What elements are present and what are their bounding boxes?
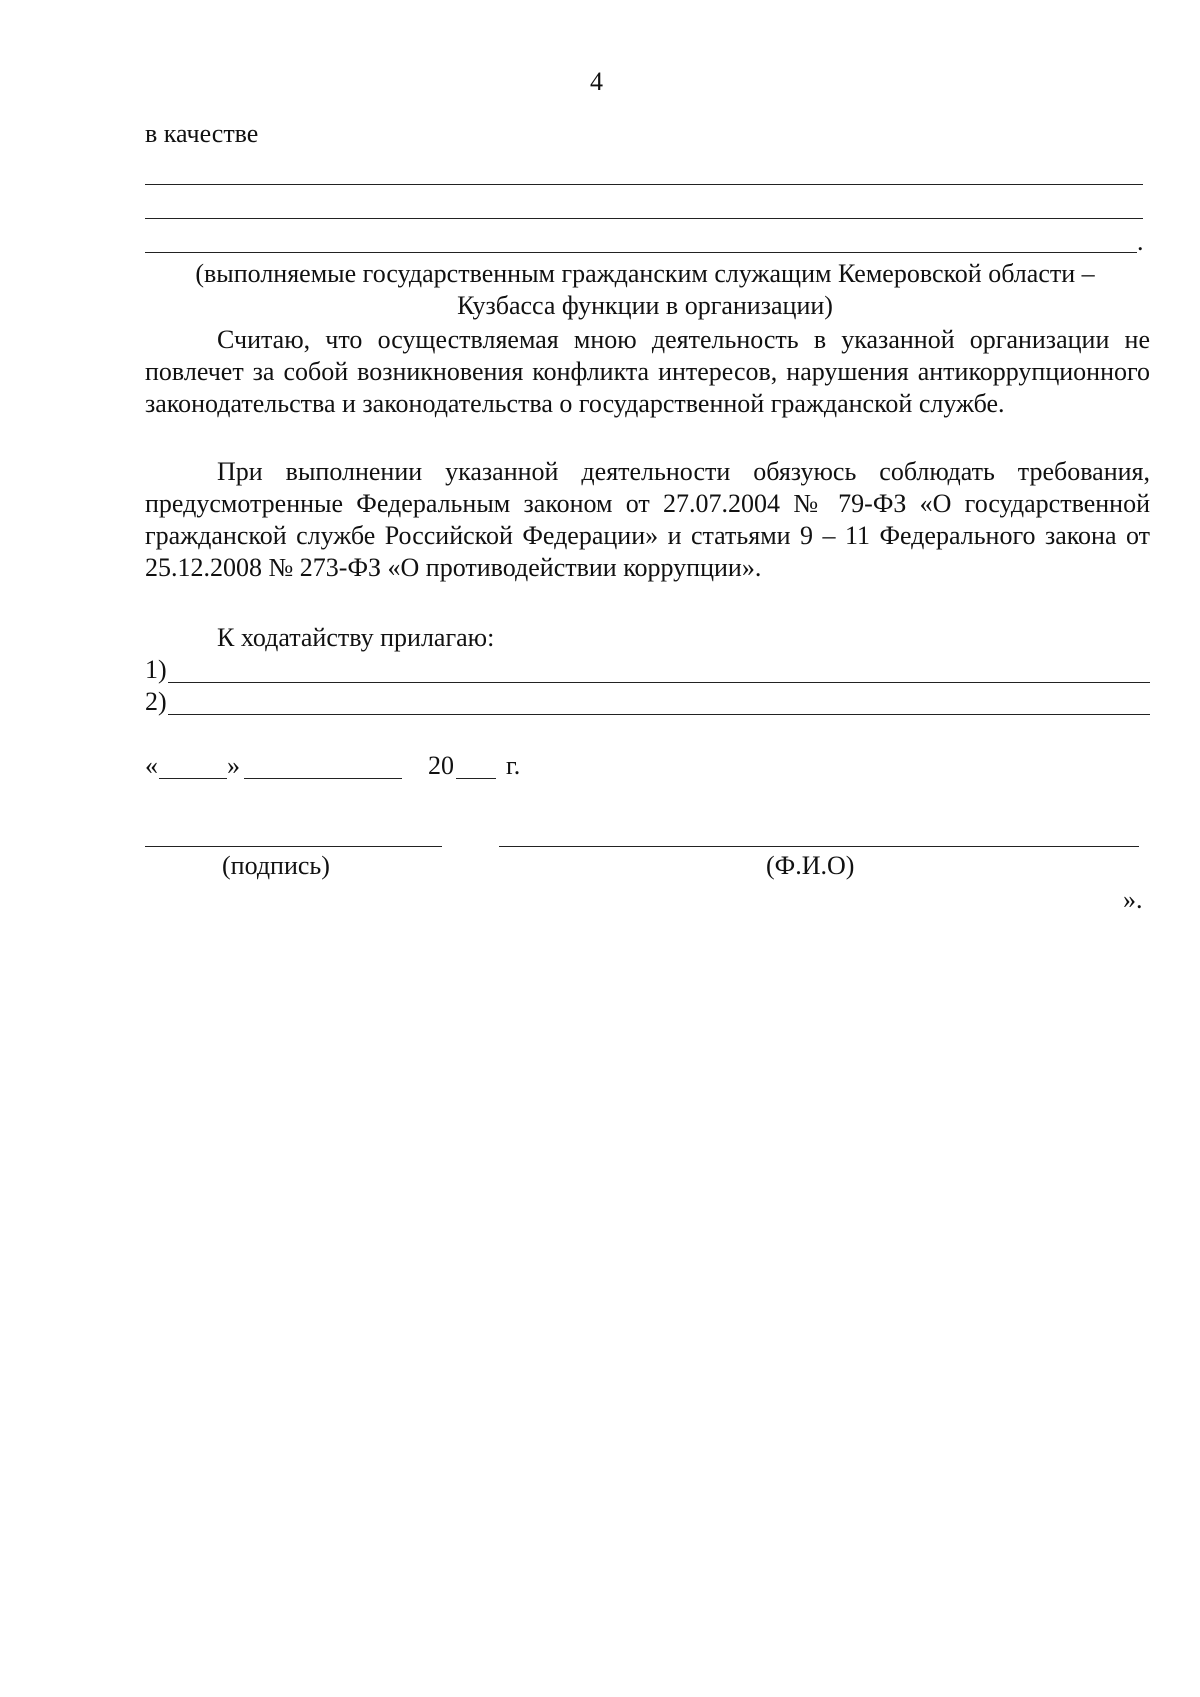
date-year-line	[456, 778, 496, 779]
attachment-item-1-line	[168, 682, 1150, 683]
date-open-quote: «	[145, 751, 158, 780]
date-year-suffix: г.	[506, 751, 521, 780]
functions-caption-line2: Кузбасса функции в организации)	[457, 291, 833, 320]
fill-line-3	[145, 252, 1137, 253]
attachments-heading: К ходатайству прилагаю:	[217, 623, 495, 652]
attachment-item-2-line	[168, 714, 1150, 715]
functions-caption-line1: (выполняемые государственным гражданским служащим Кемеровской области –	[195, 259, 1095, 288]
fio-line	[499, 846, 1139, 847]
fill-line-end-dot: .	[1137, 227, 1144, 256]
date-close-quote: »	[227, 751, 240, 780]
fill-line-2	[145, 218, 1143, 219]
page-number: 4	[590, 67, 603, 96]
fio-caption: (Ф.И.О)	[766, 851, 855, 880]
closing-mark: ».	[1123, 885, 1143, 914]
signature-caption: (подпись)	[222, 851, 330, 880]
attachment-item-1-label: 1)	[145, 655, 167, 684]
attachment-item-2-label: 2)	[145, 687, 167, 716]
intro-label: в качестве	[145, 119, 259, 148]
fill-line-1	[145, 184, 1143, 185]
paragraph-no-conflict: Считаю, что осуществляемая мною деятельность в указанной организации не повлечет за собой возникновения конфликта интересов, нарушения антикоррупционного законодательства и законодательства о государственной гражданской службе.	[145, 325, 1150, 418]
paragraph-obligation: При выполнении указанной деятельности обязуюсь соблюдать требования, предусмотренные Федеральным законом от 27.07.2004 № 79-ФЗ «О государственной гражданской службе Российской Федерации» и статьями 9 – 11 Федерального закона от 25.12.2008 № 273-ФЗ «О противодействии коррупции».	[145, 457, 1150, 582]
date-day-line	[159, 778, 227, 779]
signature-line	[145, 846, 442, 847]
date-month-line	[244, 778, 402, 779]
date-year-prefix: 20	[428, 751, 454, 780]
